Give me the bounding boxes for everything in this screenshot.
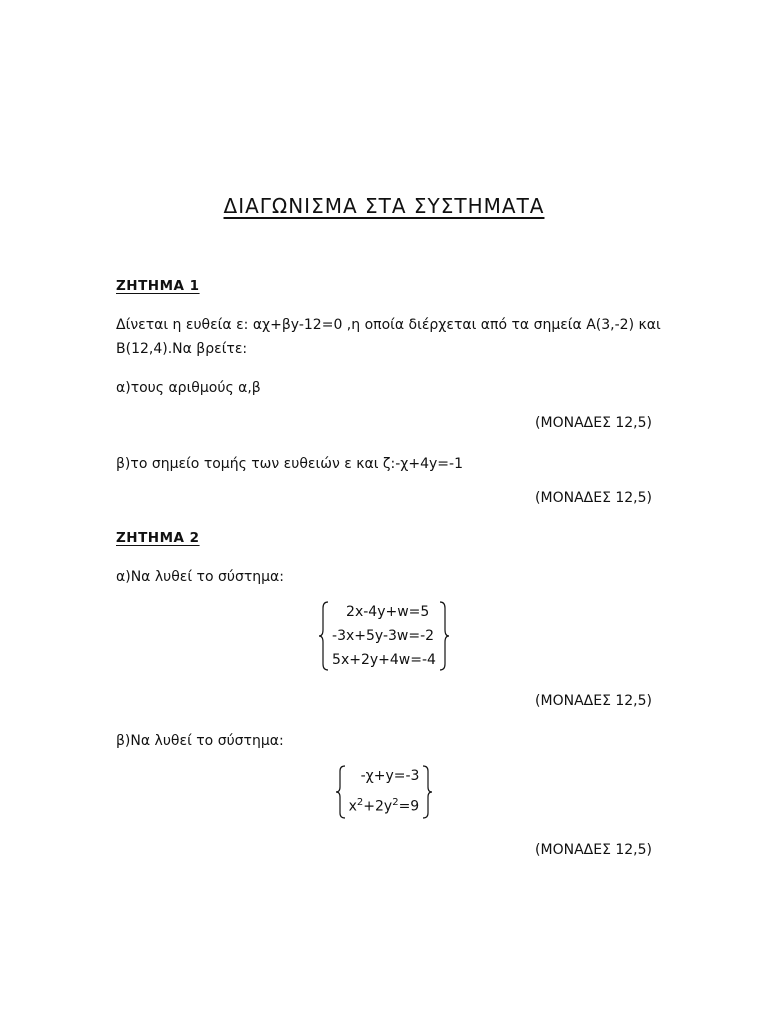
topic2-part-a-marks: (ΜΟΝΑΔΕΣ 12,5) [535, 693, 652, 709]
topic2-part-b-marks: (ΜΟΝΑΔΕΣ 12,5) [535, 842, 652, 858]
topic1-intro-line2: Β(12,4).Να βρείτε: [116, 341, 248, 357]
topic1-part-a-marks: (ΜΟΝΑΔΕΣ 12,5) [535, 415, 652, 431]
topic1-intro-line1: Δίνεται η ευθεία ε: αχ+βy-12=0 ,η οποία διέρχεται από τα σημεία Α(3,-2) και [116, 317, 661, 333]
system-a-eq1: 2x-4y+w=5 [346, 604, 430, 620]
topic1-part-b-marks: (ΜΟΝΑΔΕΣ 12,5) [535, 490, 652, 506]
topic1-part-b: β)το σημείο τομής των ευθειών ε και ζ:-χ+4y=-1 [116, 456, 463, 472]
topic2-heading: ΖΗΤΗΜΑ 2 [116, 530, 200, 546]
left-brace-icon [335, 764, 347, 820]
topic2-part-b: β)Να λυθεί το σύστημα: [116, 733, 284, 749]
system-a-eq3: 5x+2y+4w=-4 [332, 652, 436, 668]
system-b [0, 764, 768, 822]
left-brace-icon [318, 600, 330, 672]
topic1-part-a: α)τους αριθμούς α,β [116, 380, 261, 396]
topic1-heading: ΖΗΤΗΜΑ 1 [116, 278, 200, 294]
page-title: ΔΙΑΓΩΝΙΣΜΑ ΣΤΑ ΣΥΣΤΗΜΑΤΑ [223, 194, 545, 218]
right-brace-icon [438, 600, 450, 672]
system-b-eq2: $x^2+2y^2=9$ [348, 797, 420, 815]
topic2-part-a: α)Να λυθεί το σύστημα: [116, 569, 284, 585]
system-a-eq2: -3x+5y-3w=-2 [332, 628, 435, 644]
system-a [0, 600, 768, 672]
system-b-eq1: -χ+y=-3 [360, 768, 420, 784]
right-brace-icon [421, 764, 433, 820]
